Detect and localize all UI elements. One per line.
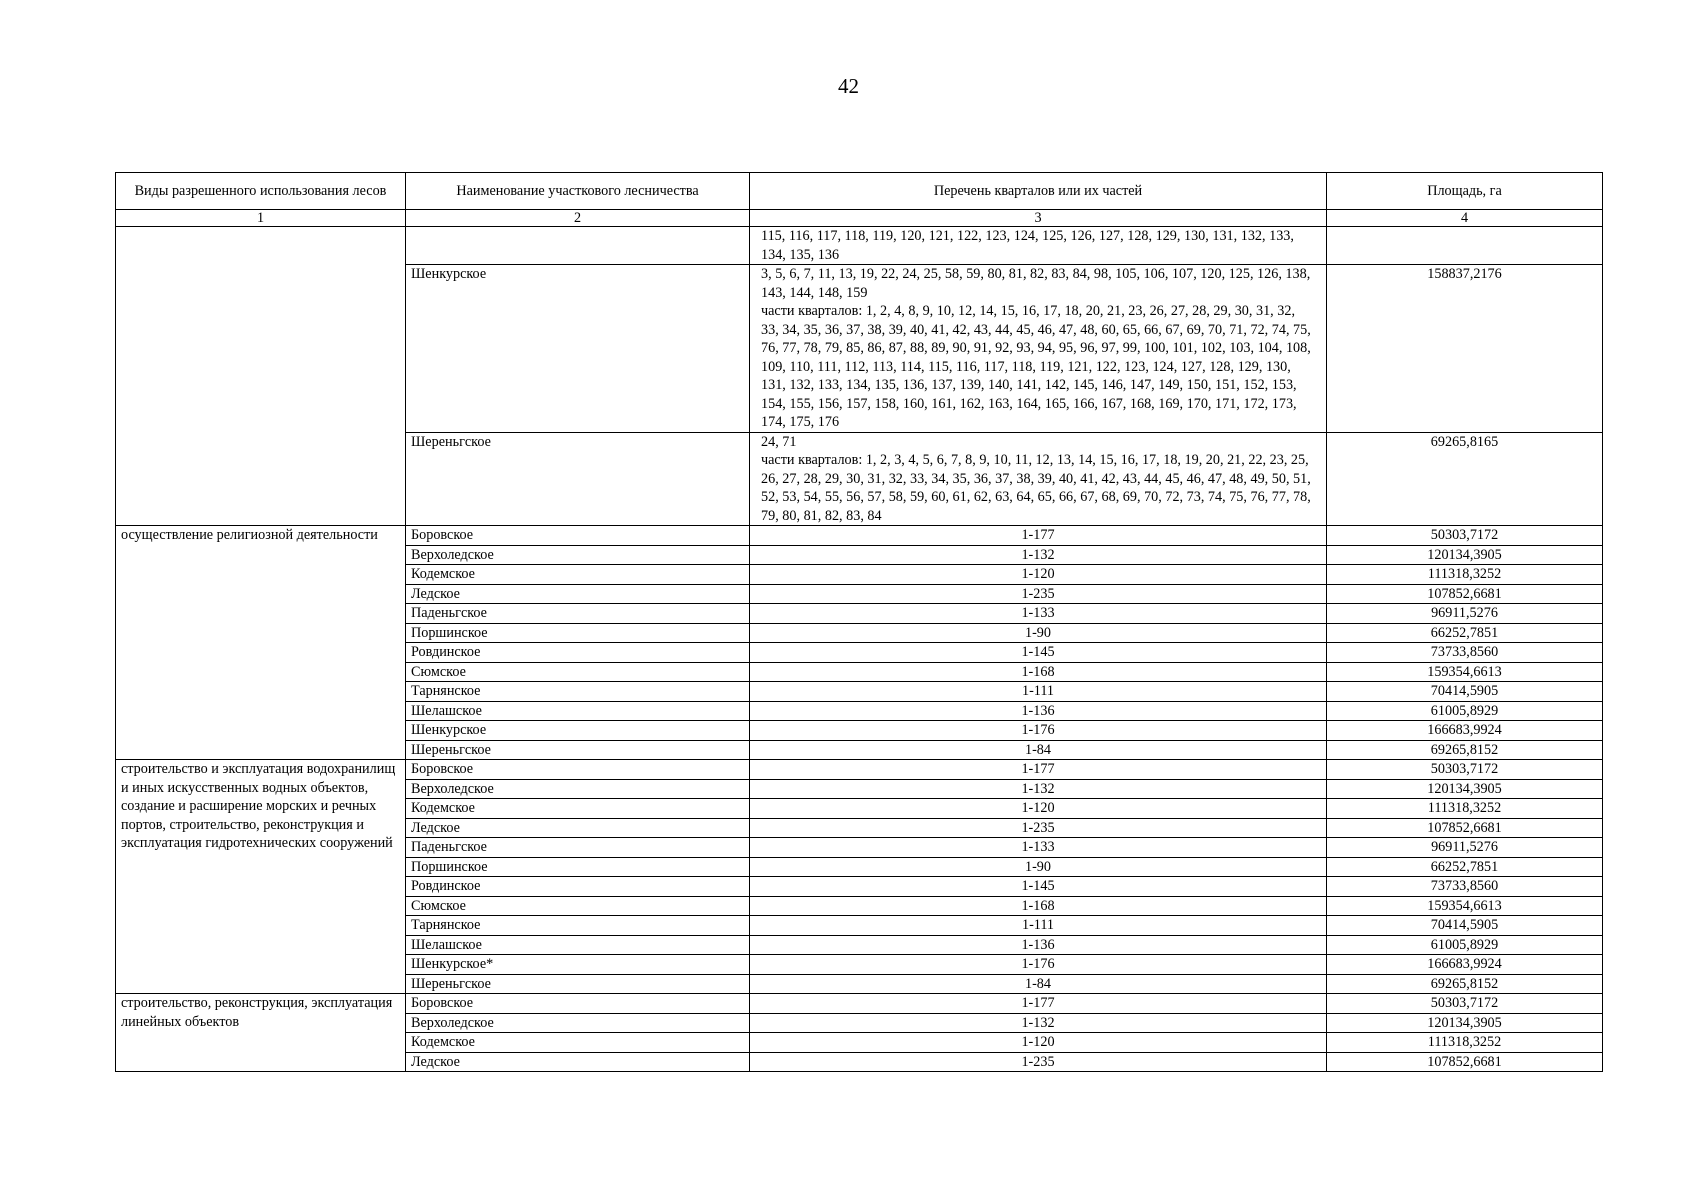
area-cell: 166683,9924 <box>1327 721 1603 741</box>
forestry-cell: Боровское <box>406 994 750 1014</box>
quarters-cell: 1-176 <box>750 955 1327 975</box>
quarters-parts: части кварталов: 1, 2, 4, 8, 9, 10, 12, 14, 15, 16, 17, 18, 20, 21, 23, 26, 27, 28, 29, 30, 31, 32, 33, 34, 35, 36, 37, 38, 39, 40, 41, 42, 43, 44, 45, 46, 47, 48, 60, 65, 66, 67, 69, 70, 71, 72, 74, 75, 76, 77, 78, 79, 85, 86, 87, 88, 89, 90, 91, 92, 93, 94, 95, 96, 97, 99, 100, 101, 102, 103, 104, 108, 109, 110, 111, 112, 113, 114, 115, 116, 117, 118, 119, 121, 122, 123, 124, 127, 128, 129, 130, 131, 132, 133, 134, 135, 136, 137, 139, 140, 141, 142, 145, 146, 147, 149, 150, 151, 152, 153, 154, 155, 156, 157, 158, 160, 161, 162, 163, 164, 165, 166, 167, 168, 169, 170, 171, 172, 173, 174, 175, 176 <box>761 303 1311 430</box>
forestry-cell <box>406 227 750 265</box>
area-cell: 66252,7851 <box>1327 623 1603 643</box>
forestry-cell: Верхоледское <box>406 779 750 799</box>
forestry-cell: Ровдинское <box>406 643 750 663</box>
quarters-cell <box>750 432 1327 526</box>
area-cell: 107852,6681 <box>1327 818 1603 838</box>
area-cell: 159354,6613 <box>1327 662 1603 682</box>
quarters-cell: 1-90 <box>750 857 1327 877</box>
area-cell <box>1327 227 1603 265</box>
area-cell: 50303,7172 <box>1327 526 1603 546</box>
forestry-cell: Паденьгское <box>406 838 750 858</box>
forestry-cell: Шереньгское <box>406 432 750 526</box>
table-body <box>116 227 1603 1072</box>
forestry-cell: Паденьгское <box>406 604 750 624</box>
quarters-cell: 1-132 <box>750 1013 1327 1033</box>
forestry-cell: Шелашское <box>406 701 750 721</box>
area-cell: 111318,3252 <box>1327 799 1603 819</box>
area-cell: 107852,6681 <box>1327 584 1603 604</box>
quarters-cell: 1-136 <box>750 935 1327 955</box>
quarters-cell: 1-111 <box>750 916 1327 936</box>
area-cell: 166683,9924 <box>1327 955 1603 975</box>
quarters-cell: 1-177 <box>750 994 1327 1014</box>
quarters-cell <box>750 265 1327 433</box>
area-cell: 73733,8560 <box>1327 877 1603 897</box>
column-number: 2 <box>406 210 750 227</box>
header-quarters: Перечень кварталов или их частей <box>750 173 1327 210</box>
quarters-cell: 1-111 <box>750 682 1327 702</box>
forestry-cell: Кодемское <box>406 565 750 585</box>
forestry-cell: Тарнянское <box>406 682 750 702</box>
quarters-cell: 1-84 <box>750 974 1327 994</box>
forestry-cell: Верхоледское <box>406 1013 750 1033</box>
area-cell: 120134,3905 <box>1327 779 1603 799</box>
forestry-cell: Ледское <box>406 1052 750 1072</box>
quarters-cell: 1-136 <box>750 701 1327 721</box>
area-cell: 159354,6613 <box>1327 896 1603 916</box>
table-row <box>116 227 1603 265</box>
forestry-cell: Верхоледское <box>406 545 750 565</box>
area-cell: 66252,7851 <box>1327 857 1603 877</box>
quarters-parts: части кварталов: 1, 2, 3, 4, 5, 6, 7, 8, 9, 10, 11, 12, 13, 14, 15, 16, 17, 18, 19, 20, 21, 22, 23, 25, 26, 27, 28, 29, 30, 31, 32, 33, 34, 35, 36, 37, 38, 39, 40, 41, 42, 43, 44, 45, 46, 47, 48, 49, 50, 51, 52, 53, 54, 55, 56, 57, 58, 59, 60, 61, 62, 63, 64, 65, 66, 67, 68, 69, 70, 72, 73, 74, 75, 76, 77, 78, 79, 80, 81, 82, 83, 84 <box>761 452 1311 524</box>
area-cell: 69265,8152 <box>1327 974 1603 994</box>
area-cell: 96911,5276 <box>1327 604 1603 624</box>
forestry-cell: Поршинское <box>406 623 750 643</box>
forestry-cell: Шелашское <box>406 935 750 955</box>
forestry-cell: Сюмское <box>406 896 750 916</box>
quarters-cell: 1-235 <box>750 818 1327 838</box>
quarters-cell: 1-120 <box>750 565 1327 585</box>
forestry-cell: Шереньгское <box>406 740 750 760</box>
area-cell: 70414,5905 <box>1327 682 1603 702</box>
forestry-cell: Шенкурское <box>406 265 750 433</box>
column-number: 4 <box>1327 210 1603 227</box>
area-cell: 120134,3905 <box>1327 545 1603 565</box>
forestry-cell: Шенкурское <box>406 721 750 741</box>
use-type-cell: строительство, реконструкция, эксплуатация линейных объектов <box>116 994 406 1072</box>
header-area: Площадь, га <box>1327 173 1603 210</box>
quarters-cell: 1-84 <box>750 740 1327 760</box>
use-type-cell-empty <box>116 227 406 526</box>
area-cell: 107852,6681 <box>1327 1052 1603 1072</box>
quarters-cell: 1-177 <box>750 526 1327 546</box>
forestry-cell: Ледское <box>406 818 750 838</box>
quarters-cell: 1-132 <box>750 779 1327 799</box>
quarters-cell: 1-168 <box>750 662 1327 682</box>
column-number: 1 <box>116 210 406 227</box>
forestry-cell: Ровдинское <box>406 877 750 897</box>
quarters-full: 24, 71 <box>761 433 797 450</box>
forestry-cell: Боровское <box>406 526 750 546</box>
forestry-cell: Шенкурское* <box>406 955 750 975</box>
forestry-cell: Шереньгское <box>406 974 750 994</box>
page-number: 42 <box>838 74 859 98</box>
column-number: 3 <box>750 210 1327 227</box>
area-cell: 120134,3905 <box>1327 1013 1603 1033</box>
area-cell: 73733,8560 <box>1327 643 1603 663</box>
area-cell: 69265,8152 <box>1327 740 1603 760</box>
quarters-cell: 1-145 <box>750 643 1327 663</box>
area-cell: 61005,8929 <box>1327 701 1603 721</box>
quarters-cell: 1-177 <box>750 760 1327 780</box>
quarters-cell: 1-132 <box>750 545 1327 565</box>
forest-use-table <box>115 172 1603 1072</box>
quarters-full: 3, 5, 6, 7, 11, 13, 19, 22, 24, 25, 58, 59, 80, 81, 82, 83, 84, 98, 105, 106, 107, 120, 125, 126, 138, 143, 144, 148, 159 <box>761 266 1311 301</box>
quarters-cell: 1-168 <box>750 896 1327 916</box>
use-type-cell: осуществление религиозной деятельности <box>116 526 406 760</box>
quarters-cell: 1-235 <box>750 1052 1327 1072</box>
quarters-cell: 1-133 <box>750 838 1327 858</box>
forestry-cell: Кодемское <box>406 799 750 819</box>
area-cell: 96911,5276 <box>1327 838 1603 858</box>
quarters-cell: 1-120 <box>750 799 1327 819</box>
quarters-cell: 1-145 <box>750 877 1327 897</box>
area-cell: 158837,2176 <box>1327 265 1603 433</box>
use-type-cell: строительство и эксплуатация водохранилищ и иных искусственных водных объектов, создание и расширение морских и речных портов, строительство, реконструкция и эксплуатация гидротехнических сооружений <box>116 760 406 994</box>
forestry-cell: Тарнянское <box>406 916 750 936</box>
forestry-cell: Поршинское <box>406 857 750 877</box>
header-use-type: Виды разрешенного использования лесов <box>116 173 406 210</box>
table-row <box>116 994 1603 1014</box>
area-cell: 111318,3252 <box>1327 1033 1603 1053</box>
forestry-cell: Ледское <box>406 584 750 604</box>
table-row <box>116 526 1603 546</box>
area-cell: 50303,7172 <box>1327 760 1603 780</box>
table-header-row <box>116 173 1603 210</box>
area-cell: 61005,8929 <box>1327 935 1603 955</box>
area-cell: 111318,3252 <box>1327 565 1603 585</box>
forestry-cell: Боровское <box>406 760 750 780</box>
forestry-cell: Кодемское <box>406 1033 750 1053</box>
quarters-cell: 1-235 <box>750 584 1327 604</box>
forestry-cell: Сюмское <box>406 662 750 682</box>
area-cell: 70414,5905 <box>1327 916 1603 936</box>
quarters-cell: 1-133 <box>750 604 1327 624</box>
quarters-cell: 1-120 <box>750 1033 1327 1053</box>
column-number-row <box>116 210 1603 227</box>
quarters-cell: 1-176 <box>750 721 1327 741</box>
header-forestry: Наименование участкового лесничества <box>406 173 750 210</box>
quarters-cell: 1-90 <box>750 623 1327 643</box>
area-cell: 69265,8165 <box>1327 432 1603 526</box>
area-cell: 50303,7172 <box>1327 994 1603 1014</box>
table-row <box>116 760 1603 780</box>
quarters-cell: 115, 116, 117, 118, 119, 120, 121, 122, 123, 124, 125, 126, 127, 128, 129, 130, 131, 132, 133, 134, 135, 136 <box>750 227 1327 265</box>
